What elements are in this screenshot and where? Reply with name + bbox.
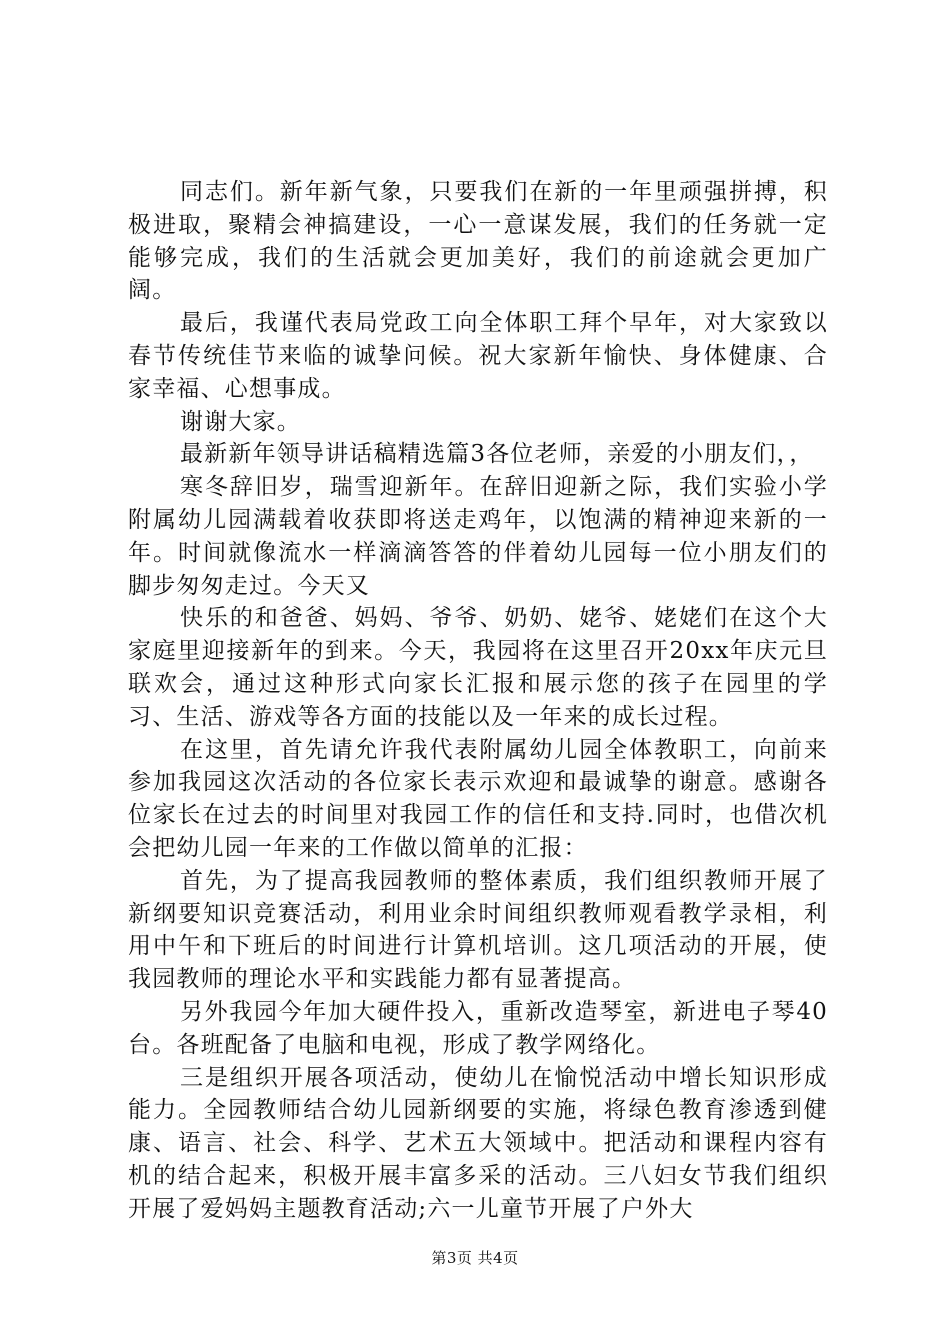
paragraph: 另外我园今年加大硬件投入，重新改造琴室，新进电子琴40台。各班配备了电脑和电视，形成了教学网络化。 [128, 998, 828, 1058]
paragraph: 快乐的和爸爸、妈妈、爷爷、奶奶、姥爷、姥姥们在这个大家庭里迎接新年的到来。今天，我园将在这里召开20xx年庆元旦联欢会，通过这种形式向家长汇报和展示您的孩子在园里的学习、生活、游戏等各方面的技能以及一年来的成长过程。 [128, 605, 828, 730]
paragraph: 最新新年领导讲话稿精选篇3各位老师，亲爱的小朋友们，， [180, 441, 814, 468]
paragraph: 最后，我谨代表局党政工向全体职工拜个早年，对大家致以春节传统佳节来临的诚挚问候。祝大家新年愉快、身体健康、合家幸福、心想事成。 [128, 310, 828, 402]
page-number-footer: 第3页 共4页 [431, 1249, 519, 1267]
paragraph: 同志们。新年新气象，只要我们在新的一年里顽强拼搏，积极进取，聚精会神搞建设，一心一意谋发展，我们的任务就一定能够完成，我们的生活就会更加美好，我们的前途就会更加广阔。 [128, 179, 828, 304]
paragraph: 谢谢大家。 [180, 408, 301, 435]
paragraph: 首先，为了提高我园教师的整体素质，我们组织教师开展了新纲要知识竞赛活动，利用业余时间组织教师观看教学录相，利用中午和下班后的时间进行计算机培训。这几项活动的开展，使我园教师的理论水平和实践能力都有显著提高。 [128, 867, 828, 993]
document-body [128, 176, 828, 1226]
paragraph: 三是组织开展各项活动，使幼儿在愉悦活动中增长知识形成能力。全园教师结合幼儿园新纲要的实施，将绿色教育渗透到健康、语言、社会、科学、艺术五大领域中。把活动和课程内容有机的结合起来，积极开展丰富多采的活动。三八妇女节我们组织开展了爱妈妈主题教育活动;六一儿童节开展了户外大 [128, 1064, 828, 1222]
paragraph: 在这里，首先请允许我代表附属幼儿园全体教职工，向前来参加我园这次活动的各位家长表示欢迎和最诚挚的谢意。感谢各位家长在过去的时间里对我园工作的信任和支持.同时，也借次机会把幼儿园一年来的工作做以简单的汇报： [128, 736, 828, 861]
paragraph: 寒冬辞旧岁，瑞雪迎新年。在辞旧迎新之际，我们实验小学附属幼儿园满载着收获即将送走鸡年，以饱满的精神迎来新的一年。时间就像流水一样滴滴答答的伴着幼儿园每一位小朋友们的脚步匆匆走过。今天又 [128, 474, 828, 599]
